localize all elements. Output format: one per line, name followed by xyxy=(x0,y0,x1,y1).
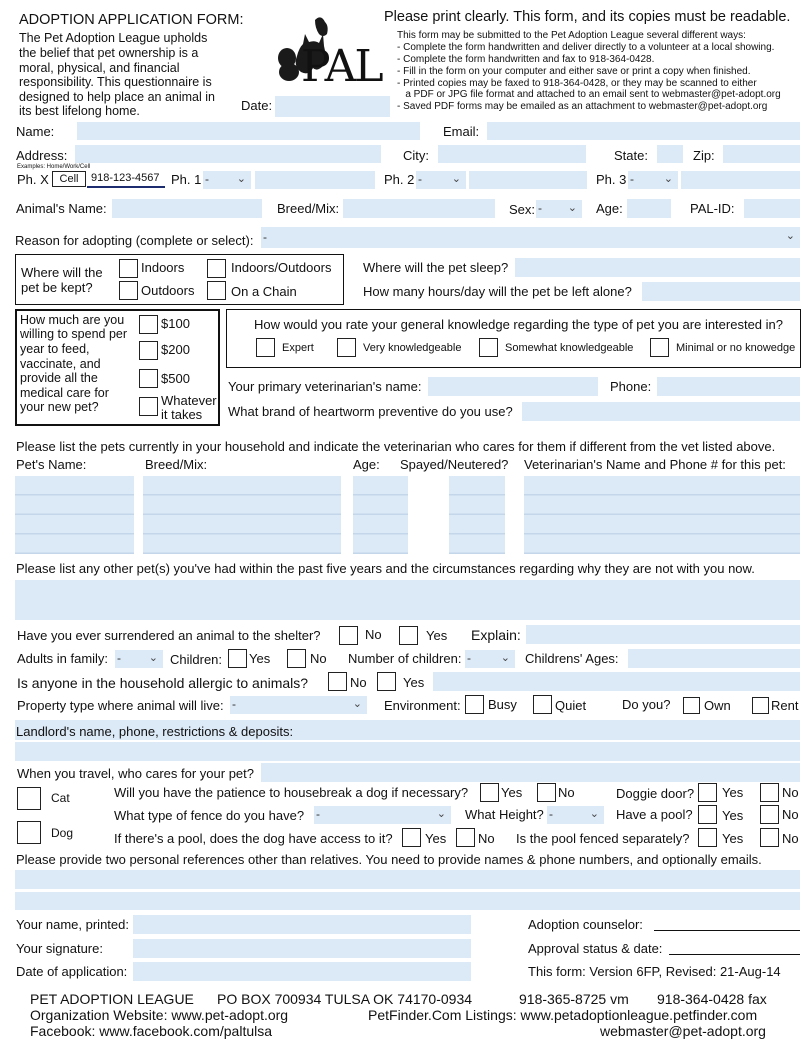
current-pet-spayed-fields[interactable] xyxy=(449,476,505,554)
pal-id-label: PAL-ID: xyxy=(690,201,735,216)
explain-label: Explain: xyxy=(471,627,521,643)
pool-no-checkbox[interactable] xyxy=(760,805,779,824)
reason-label: Reason for adopting (complete or select): xyxy=(15,233,254,248)
counselor-line[interactable] xyxy=(654,917,800,931)
pool-access-label: If there's a pool, does the dog have access to it? xyxy=(114,831,393,846)
state-label: State: xyxy=(614,148,648,163)
address-field[interactable] xyxy=(75,145,381,163)
heartworm-label: What brand of heartworm preventive do you use? xyxy=(228,404,513,419)
select-value: - xyxy=(538,201,542,215)
name-field[interactable] xyxy=(77,122,420,140)
surrender-no-label: No xyxy=(365,627,382,642)
spend-100-checkbox[interactable] xyxy=(139,315,158,334)
allergic-no-label: No xyxy=(350,675,367,690)
environment-label: Environment: xyxy=(384,698,461,713)
phone-type-field[interactable]: Cell xyxy=(52,171,86,187)
spend-200-label: $200 xyxy=(161,342,190,357)
select-value: - xyxy=(263,230,267,244)
dog-label: Dog xyxy=(51,826,74,840)
breed-label: Breed/Mix: xyxy=(277,201,340,216)
housebreak-yes-label: Yes xyxy=(501,785,523,800)
height-select[interactable] xyxy=(547,806,604,824)
indoors-label: Indoors xyxy=(141,260,185,275)
spend-whatever-checkbox[interactable] xyxy=(139,397,158,416)
own-label: Own xyxy=(704,698,731,713)
outdoors-label: Outdoors xyxy=(141,283,195,298)
chevron-down-icon: ⌄ xyxy=(236,173,246,185)
indoors-outdoors-label: Indoors/Outdoors xyxy=(231,260,332,275)
very-knowledgeable-label: Very knowledgeable xyxy=(363,342,462,354)
travel-field[interactable] xyxy=(261,763,800,782)
intro-line: moral, physical, and financial xyxy=(19,61,180,75)
pool-yes-checkbox[interactable] xyxy=(698,805,717,824)
allergic-explain-field[interactable] xyxy=(433,672,800,691)
pool-no-label: No xyxy=(782,807,799,822)
indoors-checkbox[interactable] xyxy=(119,259,138,278)
printed-name-field[interactable] xyxy=(133,915,471,934)
children-no-label: No xyxy=(310,651,327,666)
col-vet: Veterinarian's Name and Phone # for this pet: xyxy=(524,457,786,472)
col-breed: Breed/Mix: xyxy=(145,457,208,472)
vet-name-field[interactable] xyxy=(428,377,598,396)
knowledge-question: How would you rate your general knowledge regarding the type of pet you are interested in? xyxy=(254,317,783,332)
current-pet-breed-fields[interactable] xyxy=(143,476,341,554)
pool-access-yes-label: Yes xyxy=(425,831,447,846)
rent-checkbox[interactable] xyxy=(752,697,769,714)
environment-busy-label: Busy xyxy=(488,697,517,712)
animal-name-field[interactable] xyxy=(112,199,262,218)
footer-org: PET ADOPTION LEAGUE xyxy=(30,991,194,1007)
chevron-down-icon: ⌄ xyxy=(663,173,673,185)
pool-fenced-no-label: No xyxy=(782,831,799,846)
phone-x-number-field[interactable]: 918-123-4567 xyxy=(87,171,165,188)
children-ages-label: Childrens' Ages: xyxy=(525,651,619,666)
surrender-label: Have you ever surrendered an animal to the shelter? xyxy=(17,628,321,643)
instruction-line: - Fill in the form on your computer and either save or print a copy when finished. xyxy=(397,66,751,77)
select-value: - xyxy=(467,651,471,665)
footer-facebook: Facebook: www.facebook.com/paltulsa xyxy=(30,1023,273,1039)
spend-100-label: $100 xyxy=(161,316,190,331)
property-select[interactable] xyxy=(230,696,367,714)
application-date-label: Date of application: xyxy=(16,964,128,979)
adults-label: Adults in family: xyxy=(17,651,109,666)
cat-label: Cat xyxy=(51,791,70,805)
select-value: - xyxy=(117,651,121,665)
fence-select[interactable] xyxy=(314,806,451,824)
spend-question: willing to spend per xyxy=(20,327,128,341)
chevron-down-icon: ⌄ xyxy=(785,230,795,242)
current-pet-age-fields[interactable] xyxy=(353,476,408,554)
spend-question: your new pet? xyxy=(20,400,99,414)
outdoors-checkbox[interactable] xyxy=(119,281,138,300)
phone-1-field[interactable] xyxy=(255,171,375,189)
pal-id-field[interactable] xyxy=(744,199,800,218)
phone-1-type-select[interactable] xyxy=(203,171,251,189)
pool-access-yes-checkbox[interactable] xyxy=(402,828,421,847)
col-age: Age: xyxy=(353,457,380,472)
vet-phone-label: Phone: xyxy=(610,379,652,394)
email-label: Email: xyxy=(443,124,480,139)
approval-label: Approval status & date: xyxy=(528,941,663,956)
age-field[interactable] xyxy=(627,199,671,218)
spend-question: provide all the xyxy=(20,371,98,385)
spend-question: vaccinate, and xyxy=(20,357,101,371)
surrender-no-checkbox[interactable] xyxy=(339,626,358,645)
environment-quiet-label: Quiet xyxy=(555,698,587,713)
spend-whatever-label: Whatever xyxy=(161,393,217,408)
email-field[interactable] xyxy=(487,122,800,140)
instruction-line: a PDF or JPG file format and attached to an email sent to webmaster@pet-adopt.org xyxy=(397,89,781,100)
footer-pobox: PO BOX 700934 TULSA OK 74170-0934 xyxy=(217,991,473,1007)
pet-kept-question: pet be kept? xyxy=(21,280,93,295)
num-children-label: Number of children: xyxy=(348,651,462,666)
sex-select[interactable] xyxy=(536,200,582,218)
phone-x-label: Ph. X xyxy=(17,172,49,187)
minimal-knowledge-label: Minimal or no knowedge xyxy=(676,342,796,354)
vet-phone-field[interactable] xyxy=(657,377,800,396)
instruction-line: This form may be submitted to the Pet Adoption League several different ways: xyxy=(397,30,746,41)
form-version: This form: Version 6FP, Revised: 21-Aug-14 xyxy=(528,964,781,979)
allergic-yes-label: Yes xyxy=(403,675,425,690)
height-label: What Height? xyxy=(465,807,544,822)
intro-line: designed to help place an animal in xyxy=(19,90,215,104)
housebreak-yes-checkbox[interactable] xyxy=(480,783,499,802)
intro-line: responsibility. This questionnaire is xyxy=(19,75,212,89)
surrender-yes-checkbox[interactable] xyxy=(399,626,418,645)
environment-quiet-checkbox[interactable] xyxy=(533,695,552,714)
footer-vm: 918-365-8725 vm xyxy=(519,991,629,1007)
instruction-line: - Printed copies may be faxed to 918-364-0428, or they may be scanned to either xyxy=(397,78,757,89)
doggie-door-no-label: No xyxy=(782,785,799,800)
on-a-chain-checkbox[interactable] xyxy=(207,281,226,300)
approval-line[interactable] xyxy=(669,941,800,955)
hours-alone-label: How many hours/day will the pet be left alone? xyxy=(363,284,632,299)
printed-name-label: Your name, printed: xyxy=(16,917,129,932)
spend-whatever-label: it takes xyxy=(161,407,203,422)
zip-field[interactable] xyxy=(723,145,800,163)
city-label: City: xyxy=(403,148,429,163)
instruction-line: - Saved PDF forms may be emailed as an attachment to webmaster@pet-adopt.org xyxy=(397,101,768,112)
doggie-door-label: Doggie door? xyxy=(616,786,695,801)
current-pet-vet-fields[interactable] xyxy=(524,476,800,554)
chevron-down-icon: ⌄ xyxy=(500,652,510,664)
footer-email: webmaster@pet-adopt.org xyxy=(600,1023,766,1039)
current-pet-name-fields[interactable] xyxy=(15,476,134,554)
expert-checkbox[interactable] xyxy=(256,338,275,357)
age-label: Age: xyxy=(596,201,623,216)
pool-yes-label: Yes xyxy=(722,808,744,823)
form-title: ADOPTION APPLICATION FORM: xyxy=(19,12,244,28)
signature-field[interactable] xyxy=(133,939,471,958)
spend-question: medical care for xyxy=(20,386,109,400)
phone-1-label: Ph. 1 xyxy=(171,172,202,187)
select-value: - xyxy=(549,807,553,821)
application-date-field[interactable] xyxy=(133,962,471,981)
landlord-field-2[interactable] xyxy=(15,742,800,761)
counselor-label: Adoption counselor: xyxy=(528,917,643,932)
print-clearly-notice: Please print clearly. This form, and its copies must be readable. xyxy=(384,9,791,25)
date-label: Date: xyxy=(241,98,273,113)
past-pets-intro: Please list any other pet(s) you've had within the past five years and the circumstances regarding why they are not with you now. xyxy=(16,561,755,576)
intro-line: The Pet Adoption League upholds xyxy=(19,31,208,45)
hours-alone-field[interactable] xyxy=(642,282,800,301)
col-pet-name: Pet's Name: xyxy=(16,457,87,472)
dog-checkbox[interactable] xyxy=(17,821,41,844)
chevron-down-icon: ⌄ xyxy=(436,808,446,820)
chevron-down-icon: ⌄ xyxy=(567,202,577,214)
somewhat-knowledgeable-checkbox[interactable] xyxy=(479,338,498,357)
minimal-knowledge-checkbox[interactable] xyxy=(650,338,669,357)
pool-fenced-yes-checkbox[interactable] xyxy=(698,828,717,847)
expert-label: Expert xyxy=(282,342,314,354)
select-value: - xyxy=(232,697,236,711)
doggie-door-no-checkbox[interactable] xyxy=(760,783,779,802)
breed-field[interactable] xyxy=(343,199,495,218)
own-checkbox[interactable] xyxy=(683,697,700,714)
spend-500-label: $500 xyxy=(161,371,190,386)
pet-kept-question: Where will the xyxy=(21,265,103,280)
children-yes-checkbox[interactable] xyxy=(228,649,247,668)
footer-fax: 918-364-0428 fax xyxy=(657,991,767,1007)
housebreak-label: Will you have the patience to housebreak a dog if necessary? xyxy=(114,785,469,800)
references-intro: Please provide two personal references other than relatives. You need to provide names & phone numbers, and optionally emails. xyxy=(16,852,762,867)
intro-line: the belief that pet ownership is a xyxy=(19,46,199,60)
reference-1-field[interactable] xyxy=(15,870,800,889)
housebreak-no-checkbox[interactable] xyxy=(537,783,556,802)
footer-website: Organization Website: www.pet-adopt.org xyxy=(30,1007,289,1023)
housebreak-no-label: No xyxy=(558,785,575,800)
do-you-label: Do you? xyxy=(622,697,671,712)
indoors-outdoors-checkbox[interactable] xyxy=(207,259,226,278)
pool-fenced-label: Is the pool fenced separately? xyxy=(516,831,690,846)
reference-2-field[interactable] xyxy=(15,892,800,910)
children-no-checkbox[interactable] xyxy=(287,649,306,668)
allergic-label: Is anyone in the household allergic to animals? xyxy=(17,675,309,691)
chevron-down-icon: ⌄ xyxy=(148,652,158,664)
col-spayed: Spayed/Neutered? xyxy=(400,457,509,472)
animal-name-label: Animal's Name: xyxy=(16,201,107,216)
pal-logo xyxy=(275,12,382,92)
footer-petfinder: PetFinder.Com Listings: www.petadoptionleague.petfinder.com xyxy=(368,1007,758,1023)
sleep-label: Where will the pet sleep? xyxy=(363,260,509,275)
rent-label: Rent xyxy=(771,698,799,713)
phone-3-label: Ph. 3 xyxy=(596,172,627,187)
instruction-line: - Complete the form handwritten and fax to 918-364-0428. xyxy=(397,54,655,65)
spend-200-checkbox[interactable] xyxy=(139,341,158,360)
spend-500-checkbox[interactable] xyxy=(139,369,158,388)
past-pets-field[interactable] xyxy=(15,580,800,620)
intro-line: its best lifelong home. xyxy=(19,104,140,118)
select-value: - xyxy=(316,807,320,821)
adults-select[interactable] xyxy=(115,650,163,668)
allergic-yes-checkbox[interactable] xyxy=(377,672,396,691)
heartworm-field[interactable] xyxy=(522,402,800,421)
phone-2-label: Ph. 2 xyxy=(384,172,415,187)
phone-3-type-select[interactable] xyxy=(628,171,678,189)
phone-3-field[interactable] xyxy=(681,171,800,189)
select-value: - xyxy=(630,172,634,186)
instruction-line: - Complete the form handwritten and deliver directly to a volunteer at a local showing. xyxy=(397,42,775,53)
phone-examples-note: Examples: Home/Work/Cell xyxy=(17,164,91,170)
pool-label: Have a pool? xyxy=(616,807,693,822)
num-children-select[interactable] xyxy=(465,650,515,668)
property-label: Property type where animal will live: xyxy=(17,698,224,713)
children-label: Children: xyxy=(170,652,223,667)
chevron-down-icon: ⌄ xyxy=(589,808,599,820)
doggie-door-yes-checkbox[interactable] xyxy=(698,783,717,802)
travel-label: When you travel, who cares for your pet? xyxy=(17,766,255,781)
cat-checkbox[interactable] xyxy=(17,787,41,810)
environment-busy-checkbox[interactable] xyxy=(465,695,484,714)
sex-label: Sex: xyxy=(509,202,536,217)
state-field[interactable] xyxy=(657,145,683,163)
pool-access-no-checkbox[interactable] xyxy=(456,828,475,847)
address-label: Address: xyxy=(16,148,68,163)
very-knowledgeable-checkbox[interactable] xyxy=(337,338,356,357)
current-pets-intro: Please list the pets currently in your household and indicate the veterinarian who cares for them if different from the vet listed above. xyxy=(16,439,776,454)
spend-question: year to feed, xyxy=(20,342,90,356)
vet-name-label: Your primary veterinarian's name: xyxy=(228,379,422,394)
phone-2-field[interactable] xyxy=(469,171,587,189)
fence-label: What type of fence do you have? xyxy=(114,808,305,823)
chevron-down-icon: ⌄ xyxy=(451,173,461,185)
surrender-yes-label: Yes xyxy=(426,628,448,643)
name-label: Name: xyxy=(16,124,55,139)
phone-2-type-select[interactable] xyxy=(416,171,466,189)
sleep-field[interactable] xyxy=(515,258,800,277)
chevron-down-icon: ⌄ xyxy=(352,698,362,710)
date-field[interactable] xyxy=(275,96,390,117)
reason-select[interactable] xyxy=(261,227,800,248)
pool-fenced-yes-label: Yes xyxy=(722,831,744,846)
on-a-chain-label: On a Chain xyxy=(231,284,297,299)
city-field[interactable] xyxy=(438,145,586,163)
select-value: - xyxy=(418,172,422,186)
children-ages-field[interactable] xyxy=(628,649,800,668)
landlord-label: Landlord's name, phone, restrictions & deposits: xyxy=(16,724,294,739)
doggie-door-yes-label: Yes xyxy=(722,785,744,800)
select-value: - xyxy=(205,172,209,186)
allergic-no-checkbox[interactable] xyxy=(328,672,347,691)
children-yes-label: Yes xyxy=(249,651,271,666)
signature-label: Your signature: xyxy=(16,941,103,956)
explain-field[interactable] xyxy=(526,625,800,644)
logo-text: PAL xyxy=(301,41,382,92)
pool-fenced-no-checkbox[interactable] xyxy=(760,828,779,847)
zip-label: Zip: xyxy=(693,148,715,163)
pool-access-no-label: No xyxy=(478,831,495,846)
spend-question: How much are you xyxy=(20,313,125,327)
somewhat-knowledgeable-label: Somewhat knowledgeable xyxy=(505,342,634,354)
